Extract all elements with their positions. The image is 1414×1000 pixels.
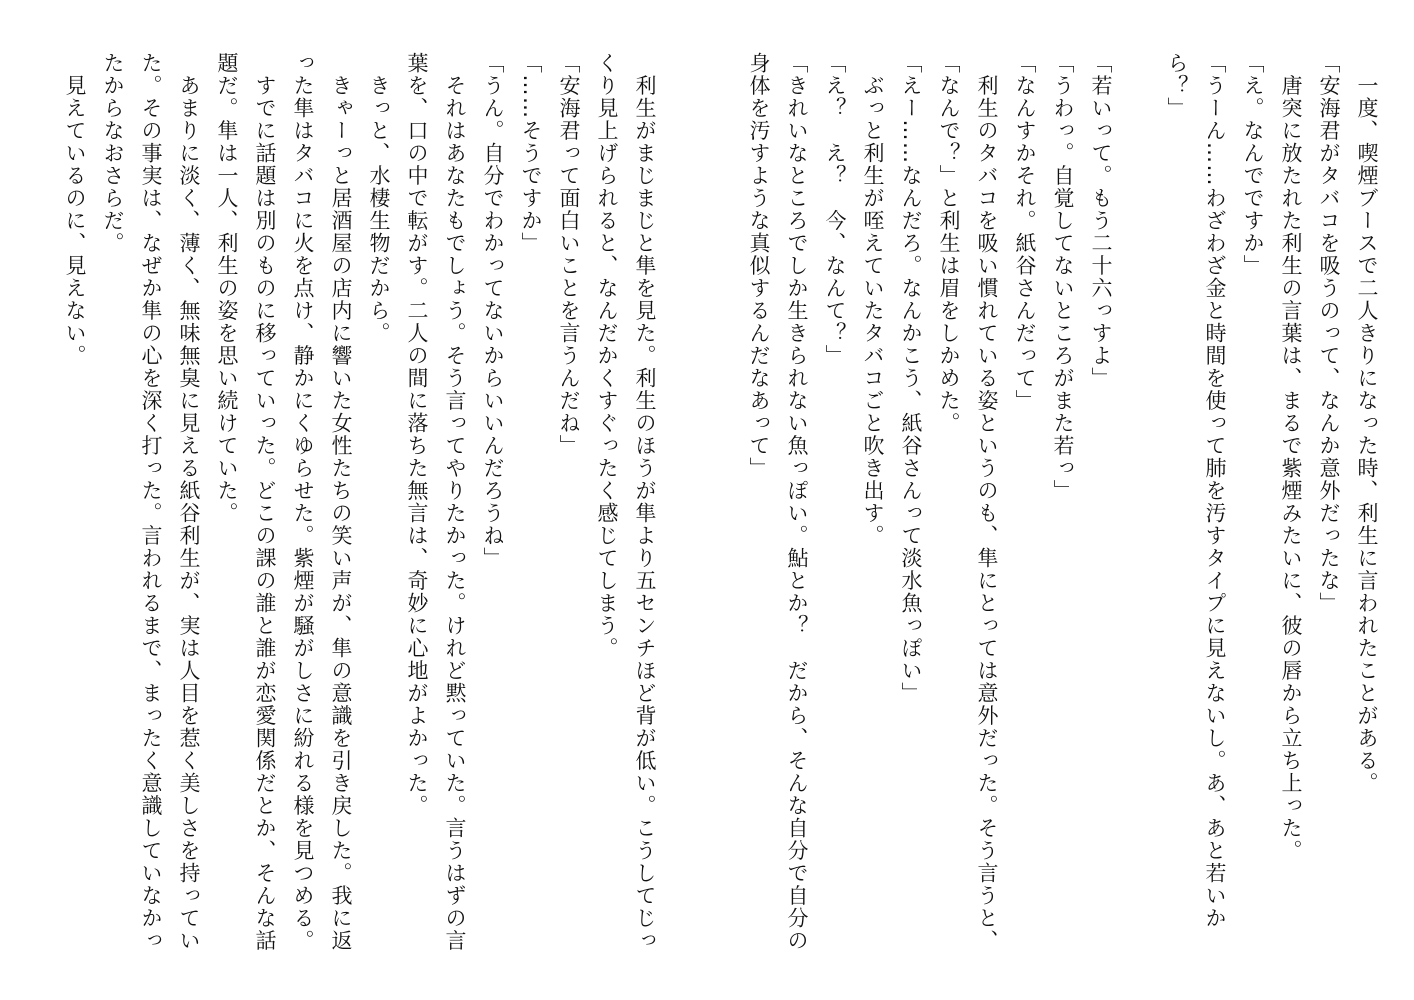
paragraph: あまりに淡く、薄く、無味無臭に見える紙谷利生が、実は人目を惹く美しさを持っていた。その事実は、なぜか隼の心を深く打った。言われるまで、まったく意識していなかったからなおさらだ。 <box>101 52 201 952</box>
paragraph-spacer <box>1120 52 1158 62</box>
dialogue-line: 「うわっ。自覚してないところがまた若っ」 <box>1051 52 1075 502</box>
paragraph: 利生のタバコを吸い慣れている姿というのも、隼にとっては意外だった。そう言うと、 <box>975 52 999 952</box>
paragraph: 一度、喫煙ブースで二人きりになった時、利生に言われたことがある。 <box>1355 52 1379 795</box>
paragraph: 見えているのに、見えない。 <box>63 52 87 367</box>
dialogue-line: 「なんで？」と利生は眉をしかめた。 <box>937 52 961 435</box>
paragraph-spacer <box>664 52 702 62</box>
paragraph: ぶっと利生が咥えていたタバコごと吹き出す。 <box>861 52 885 547</box>
dialogue-line: 「安海君って面白いことを言うんだね」 <box>557 52 581 457</box>
dialogue-line: 「うん。自分でわかってないからいいんだろうね」 <box>481 52 505 570</box>
dialogue-line: 「え？ え？ 今、なんて？」 <box>823 52 847 367</box>
dialogue-line: 「安海君がタバコを吸うのって、なんか意外だったな」 <box>1317 52 1341 615</box>
dialogue-line: 「若いって。もう二十六っすよ」 <box>1089 52 1113 390</box>
dialogue-line: 「えー……なんだろ。なんかこう、紙谷さんって淡水魚っぽい」 <box>899 52 923 705</box>
vertical-text-body <box>56 52 1386 972</box>
paragraph: きゃーっと居酒屋の店内に響いた女性たちの笑い声が、隼の意識を引き戻した。我に返った隼はタバコに火を点け、静かにくゆらせた。紫煙が騒がしさに紛れる様を見つめる。 <box>291 52 353 952</box>
paragraph: 唐突に放たれた利生の言葉は、まるで紫煙みたいに、彼の唇から立ち上った。 <box>1279 52 1303 862</box>
paragraph: 利生がまじまじと隼を見た。利生のほうが隼より五センチほど背が低い。こうしてじっくり見上げられると、なんだかくすぐったく感じてしまう。 <box>595 52 657 952</box>
paragraph-spacer <box>702 52 740 62</box>
paragraph: それはあなたもでしょう。そう言ってやりたかった。けれど黙っていた。言うはずの言葉を、口の中で転がす。二人の間に落ちた無言は、奇妙に心地がよかった。 <box>405 52 467 952</box>
paragraph: きっと、水棲生物だから。 <box>367 52 391 345</box>
dialogue-line: 「……そうですか」 <box>519 52 543 255</box>
dialogue-line: 「うーん……わざわざ金と時間を使って肺を汚すタイプに見えないし。あ、あと若いから？」 <box>1165 52 1227 930</box>
dialogue-line: 「きれいなところでしか生きられない魚っぽい。鮎とか？ だから、そんな自分で自分の身体を汚すような真似するんだなあって」 <box>747 52 809 952</box>
paragraph: すでに話題は別のものに移っていった。どこの課の誰と誰が恋愛関係だとか、そんな話題だ。隼は一人、利生の姿を思い続けていた。 <box>215 52 277 952</box>
dialogue-line: 「なんすかそれ。紙谷さんだって」 <box>1013 52 1037 412</box>
dialogue-line: 「え。なんでですか」 <box>1241 52 1265 277</box>
